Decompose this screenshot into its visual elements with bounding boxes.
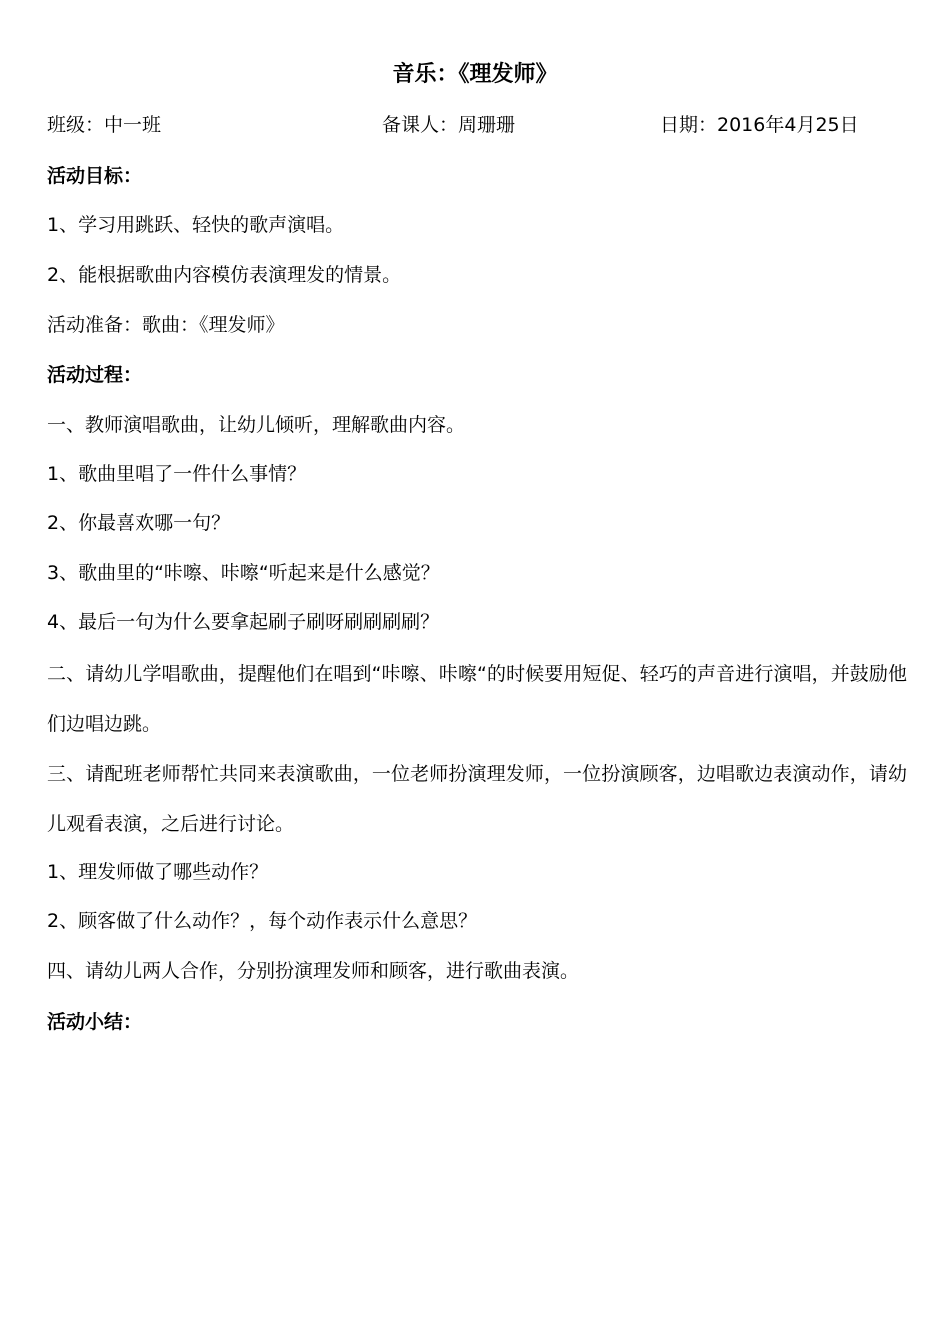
process-step-2: 二、请幼儿学唱歌曲，提醒他们在唱到“咔嚓、咔嚓“的时候要用短促、轻巧的声音进行演唱，并鼓励他们边唱边跳。 [47,663,907,735]
date-info: 日期：2016年4月25日 [660,114,859,136]
process-step-4: 四、请幼儿两人合作，分别扮演理发师和顾客，进行歌曲表演。 [47,960,580,982]
process-step-1: 一、教师演唱歌曲，让幼儿倾听，理解歌曲内容。 [47,414,466,436]
step1-question: 3、歌曲里的“咔嚓、咔嚓“听起来是什么感觉？ [47,562,440,584]
goal-item: 1、学习用跳跃、轻快的歌声演唱。 [47,214,345,236]
step3-question: 1、理发师做了哪些动作？ [47,861,269,883]
document-title: 音乐：《理发师》 [392,62,558,87]
meta-row [47,109,907,141]
step1-question: 2、你最喜欢哪一句？ [47,512,231,534]
step1-question: 4、最后一句为什么要拿起刷子刷呀刷刷刷刷？ [47,611,440,633]
class-info: 班级：中一班 [47,114,162,136]
step3-question: 2、顾客做了什么动作？，每个动作表示什么意思？ [47,910,478,932]
teacher-info: 备课人：周珊珊 [382,114,516,136]
process-heading: 活动过程： [47,364,143,386]
step1-question: 1、歌曲里唱了一件什么事情？ [47,463,307,485]
goals-heading: 活动目标： [47,165,143,187]
preparation-line: 活动准备：歌曲：《理发师》 [47,314,285,336]
summary-heading: 活动小结： [47,1011,143,1033]
process-step-3: 三、请配班老师帮忙共同来表演歌曲，一位老师扮演理发师，一位扮演顾客，边唱歌边表演动作，请幼儿观看表演，之后进行讨论。 [47,763,907,835]
goal-item: 2、能根据歌曲内容模仿表演理发的情景。 [47,264,402,286]
